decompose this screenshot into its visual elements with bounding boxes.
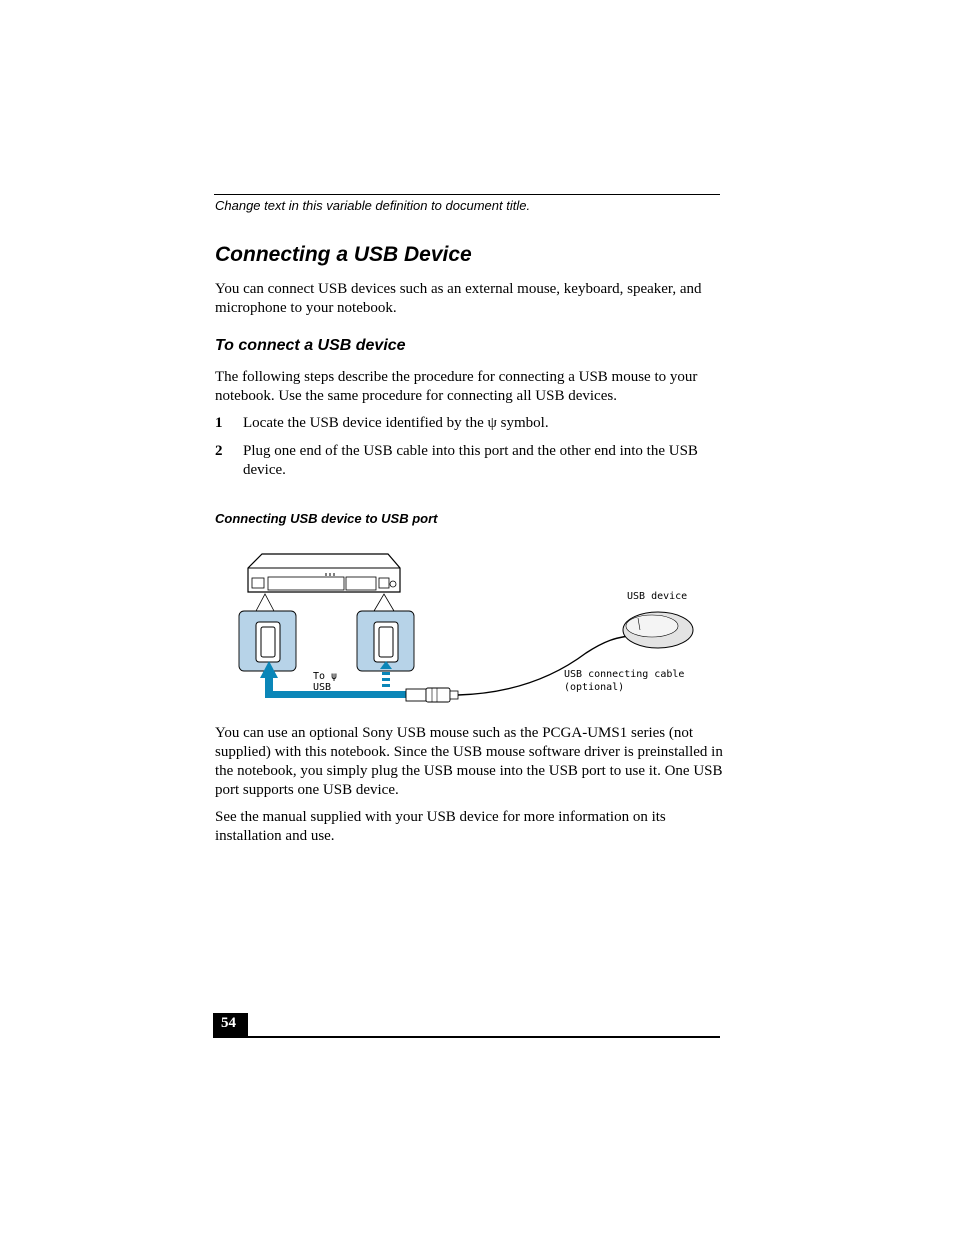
- procedure-title: To connect a USB device: [215, 337, 406, 354]
- footer-rule: [213, 1036, 720, 1038]
- header-rule: [214, 194, 720, 195]
- usb-port-left-illustration: [239, 611, 296, 671]
- body-paragraph-2: See the manual supplied with your USB device for more information on its installation and use.: [215, 809, 666, 844]
- usb-cable-label-line2: (optional): [564, 682, 625, 693]
- section-intro: You can connect USB devices such as an external mouse, keyboard, speaker, and microphone to your notebook.: [215, 281, 702, 316]
- to-usb-label-line1: To ψ: [313, 671, 338, 682]
- body-paragraph-1: You can use an optional Sony USB mouse such as the PCGA-UMS1 series (not supplied) with this notebook. Since the USB mouse software driver is preinstalled in the notebook, you simply plug the USB mouse into the USB port to use it. One USB port supports one USB device.: [215, 725, 723, 798]
- step-number: 2: [215, 443, 223, 459]
- step-text: Locate the USB device identified by the ψ symbol.: [243, 415, 549, 431]
- running-header: Change text in this variable definition to document title.: [215, 198, 531, 213]
- usb-mouse-illustration: [623, 612, 693, 648]
- usb-device-label: USB device: [627, 591, 688, 602]
- section-title: Connecting a USB Device: [215, 243, 472, 266]
- usb-cable-label-line1: USB connecting cable: [564, 669, 685, 680]
- procedure-intro: The following steps describe the procedure for connecting a USB mouse to your notebook. Use the same procedure for connecting all USB devices.: [215, 369, 698, 404]
- usb-plug-illustration: [406, 688, 458, 702]
- step-text: Plug one end of the USB cable into this port and the other end into the USB device.: [243, 443, 698, 478]
- usb-connection-figure: [236, 548, 706, 708]
- usb-connection-illustration: [236, 548, 706, 708]
- figure-caption: Connecting USB device to USB port: [215, 511, 438, 526]
- page-number: 54: [221, 1015, 236, 1031]
- step-number: 1: [215, 415, 223, 431]
- to-usb-label-line2: USB: [313, 682, 332, 693]
